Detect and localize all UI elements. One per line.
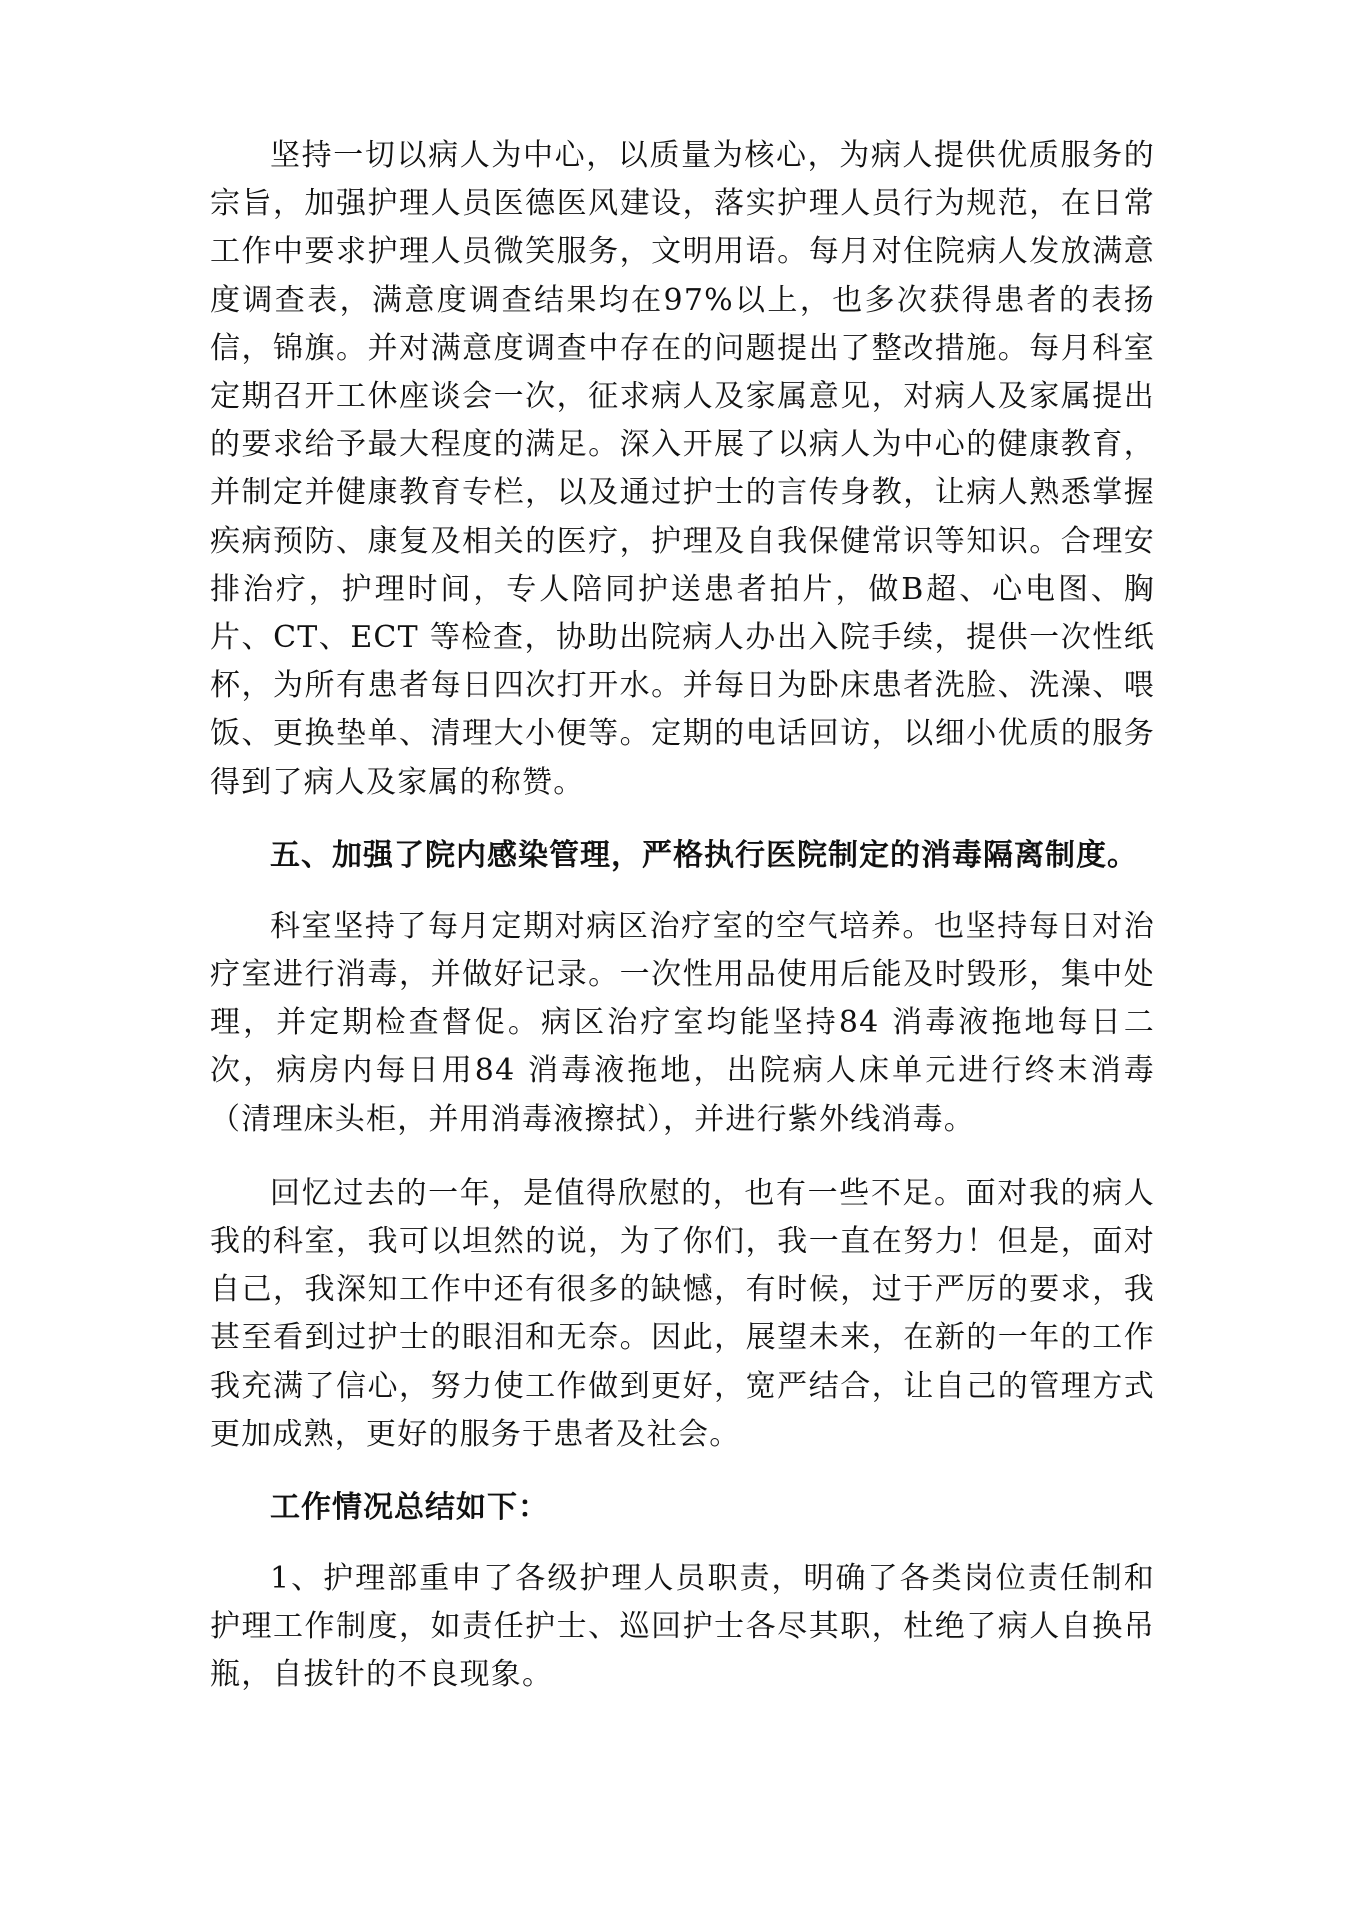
paragraph-reflection: 回忆过去的一年，是值得欣慰的，也有一些不足。面对我的病人我的科室，我可以坦然的说，为了你们，我一直在努力！但是，面对自己，我深知工作中还有很多的缺憾，有时候，过于严厉的要求，我甚至看到过护士的眼泪和无奈。因此，展望未来，在新的一年的工作我充满了信心，努力使工作做到更好，宽严结合，让自己的管理方式更加成熟，更好的服务于患者及社会。: [210, 1175, 1155, 1452]
section-heading-infection-control: 五、加强了院内感染管理，严格执行医院制定的消毒隔离制度。: [270, 837, 1138, 873]
paragraph-disinfection: 科室坚持了每月定期对病区治疗室的空气培养。也坚持每日对治疗室进行消毒，并做好记录。一次性用品使用后能及时毁形，集中处理，并定期检查督促。病区治疗室均能坚持84 消毒液拖地每日二次，病房内每日用84 消毒液拖地，出院病人床单元进行终末消毒（清理床头柜，并用消毒液擦拭），并进行紫外线消毒。: [210, 908, 1155, 1137]
section-heading-work-summary: 工作情况总结如下：: [270, 1490, 549, 1526]
paragraph-duties: 1、护理部重申了各级护理人员职责，明确了各类岗位责任制和护理工作制度，如责任护士、巡回护士各尽其职，杜绝了病人自换吊瓶，自拔针的不良现象。: [210, 1561, 1155, 1693]
document-page: [210, 132, 1155, 1726]
paragraph-patient-service: 坚持一切以病人为中心，以质量为核心，为病人提供优质服务的宗旨，加强护理人员医德医风建设，落实护理人员行为规范，在日常工作中要求护理人员微笑服务，文明用语。每月对住院病人发放满意度调查表，满意度调查结果均在97%以上，也多次获得患者的表扬信，锦旗。并对满意度调查中存在的问题提出了整改措施。每月科室定期召开工休座谈会一次，征求病人及家属意见，对病人及家属提出的要求给予最大程度的满足。深入开展了以病人为中心的健康教育，并制定并健康教育专栏，以及通过护士的言传身教，让病人熟悉掌握疾病预防、康复及相关的医疗，护理及自我保健常识等知识。合理安排治疗，护理时间，专人陪同护送患者拍片，做B超、心电图、胸片、CT、ECT 等检查，协助出院病人办出入院手续，提供一次性纸杯，为所有患者每日四次打开水。并每日为卧床患者洗脸、洗澡、喂饭、更换垫单、清理大小便等。定期的电话回访，以细小优质的服务得到了病人及家属的称赞。: [210, 138, 1155, 800]
